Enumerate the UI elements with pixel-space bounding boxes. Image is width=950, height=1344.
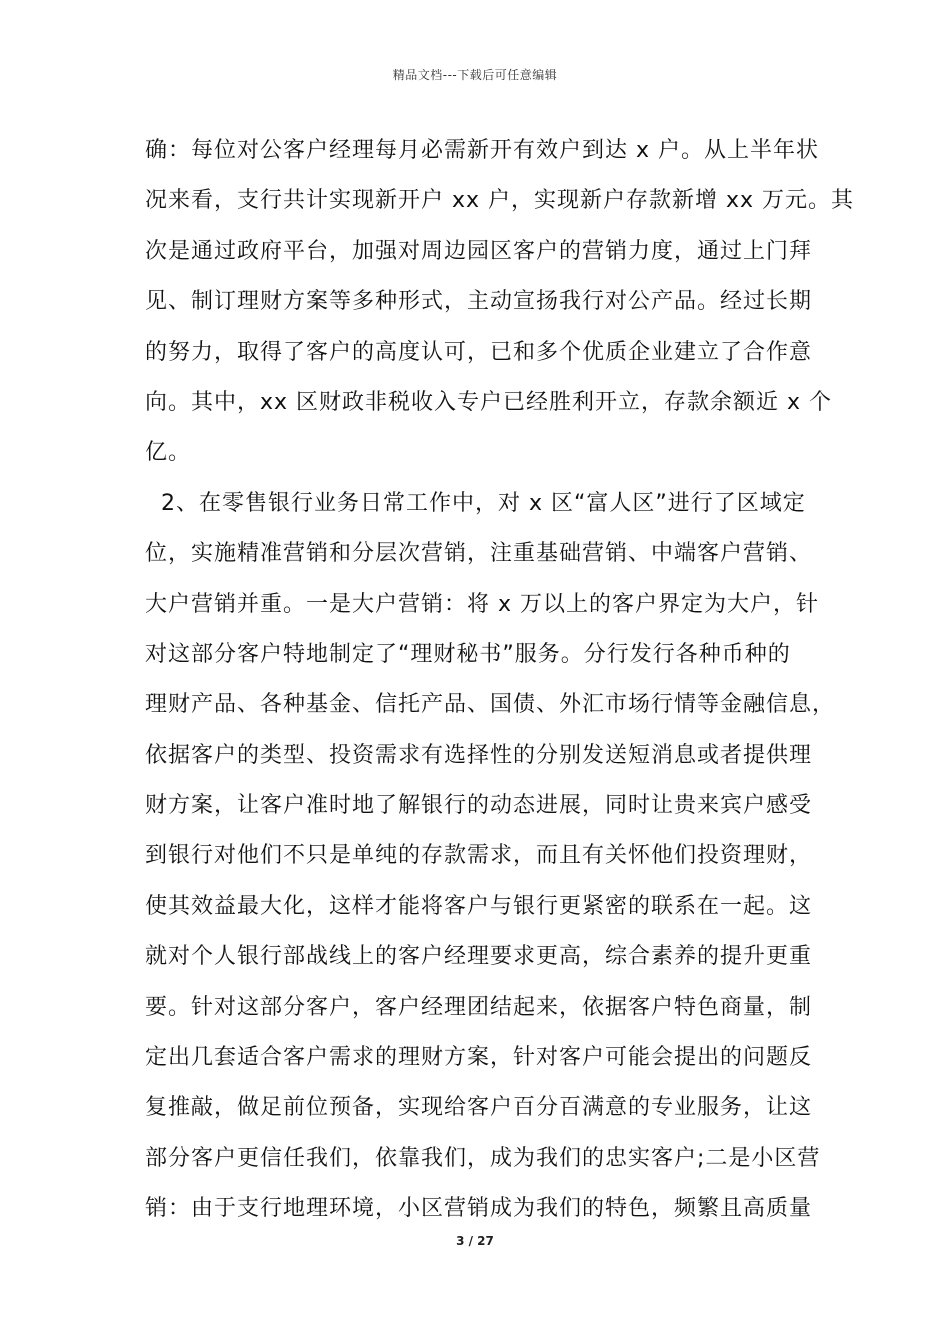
text-line: 财方案，让客户准时地了解银行的动态进展，同时让贵来宾户感受 (145, 793, 813, 819)
text-line: 要。针对这部分客户，客户经理团结起来，依据客户特色商量，制 (145, 994, 813, 1020)
text-line: 使其效益最大化，这样才能将客户与银行更紧密的联系在一起。这 (145, 893, 813, 919)
page-header: 精品文档---下载后可任意编辑 (392, 68, 558, 82)
text-line: 到银行对他们不只是单纯的存款需求，而且有关怀他们投资理财， (145, 843, 813, 869)
document-body (145, 134, 855, 1243)
text-line: 大户营销并重。一是大户营销：将 x 万以上的客户界定为大户，针 (145, 591, 820, 617)
text-line: 部分客户更信任我们，依靠我们，成为我们的忠实客户;二是小区营 (145, 1145, 821, 1171)
text-line: 向。其中，xx 区财政非税收入专户已经胜利开立，存款余额近 x 个 (145, 389, 833, 415)
text-line: 见、制订理财方案等多种形式，主动宣扬我行对公产品。经过长期 (145, 289, 813, 315)
text-line: 次是通过政府平台，加强对周边园区客户的营销力度，通过上门拜 (145, 238, 813, 264)
text-line: 亿。 (145, 440, 192, 466)
text-line: 的努力，取得了客户的高度认可，已和多个优质企业建立了合作意 (145, 339, 813, 365)
text-line: 确：每位对公客户经理每月必需新开有效户到达 x 户。从上半年状 (145, 138, 820, 163)
text-line: 况来看，支行共计实现新开户 xx 户，实现新户存款新增 xx 万元。其 (145, 188, 855, 214)
text-line: 依据客户的类型、投资需求有选择性的分别发送短消息或者提供理 (145, 742, 813, 768)
text-line: 理财产品、各种基金、信托产品、国债、外汇市场行情等金融信息， (145, 692, 836, 718)
page-number: 3 / 27 (456, 1234, 494, 1248)
text-line: 销：由于支行地理环境，小区营销成为我们的特色，频繁且高质量 (145, 1196, 813, 1222)
text-line: 就对个人银行部战线上的客户经理要求更高，综合素养的提升更重 (145, 944, 813, 970)
text-line: 对这部分客户特地制定了“理财秘书”服务。分行发行各种币种的 (145, 641, 791, 667)
text-line: 定出几套适合客户需求的理财方案，针对客户可能会提出的问题反 (145, 1045, 813, 1071)
paragraph-start-line: 2、在零售银行业务日常工作中，对 x 区“富人区”进行了区域定 (161, 490, 806, 516)
text-line: 复推敲，做足前位预备，实现给客户百分百满意的专业服务，让这 (145, 1095, 813, 1121)
text-line: 位，实施精准营销和分层次营销，注重基础营销、中端客户营销、 (145, 541, 813, 567)
